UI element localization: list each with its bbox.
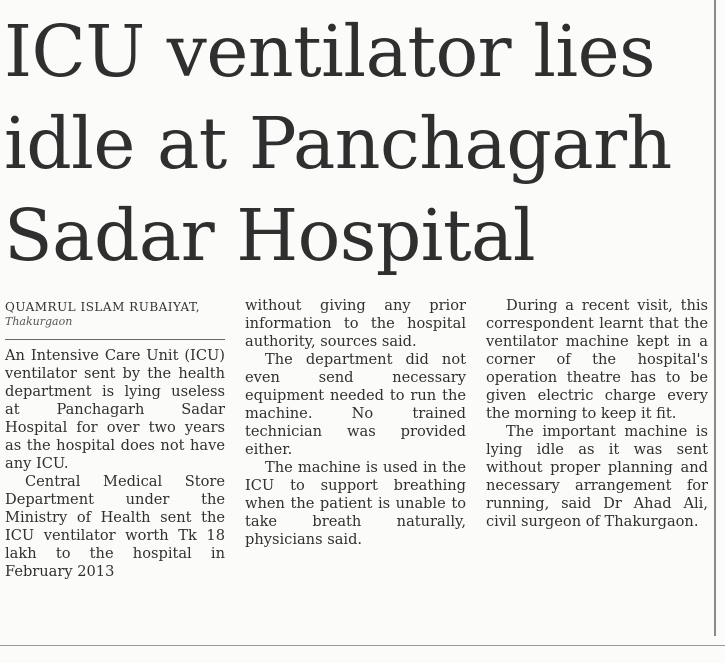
article-column-2	[245, 297, 466, 549]
column-divider-right	[714, 0, 716, 636]
paragraph-6: The important machine is lying idle as it was sent without proper planning and necessary arrangement for running, said Dr Ahad Ali, civil surgeon of Thakurgaon.	[486, 423, 708, 530]
byline-divider	[5, 339, 225, 340]
paragraph-3: The department did not even send necessary equipment needed to run the machine. No trained technician was provided either.	[245, 351, 466, 458]
paragraph-4: The machine is used in the ICU to support breathing when the patient is unable to take breath naturally, physicians said.	[245, 459, 466, 548]
paragraph-2-start: Central Medical Store Department under the Ministry of Health sent the ICU ventilator worth Tk 18 lakh to the hospital in February 2013	[5, 473, 225, 580]
paragraph-1: An Intensive Care Unit (ICU) ventilator sent by the health department is lying useless at Panchagarh Sadar Hospital for over two years as the hospital does not have any ICU.	[5, 347, 225, 472]
byline-author: QUAMRUL ISLAM RUBAIYAT,	[5, 300, 201, 314]
article-column-1	[5, 347, 225, 581]
byline	[5, 299, 233, 329]
article-column-3	[486, 297, 708, 531]
page-divider-bottom	[0, 645, 725, 646]
headline: ICU ventilator lies idle at Panchagarh Sadar Hospital	[4, 10, 672, 277]
paragraph-5: During a recent visit, this correspondent learnt that the ventilator machine kept in a corner of the hospital's operation theatre has to be given electric charge every the morning to keep it fit.	[486, 297, 708, 422]
byline-location: Thakurgaon	[5, 315, 73, 328]
paragraph-2-end: without giving any prior information to the hospital authority, sources said.	[245, 297, 466, 350]
